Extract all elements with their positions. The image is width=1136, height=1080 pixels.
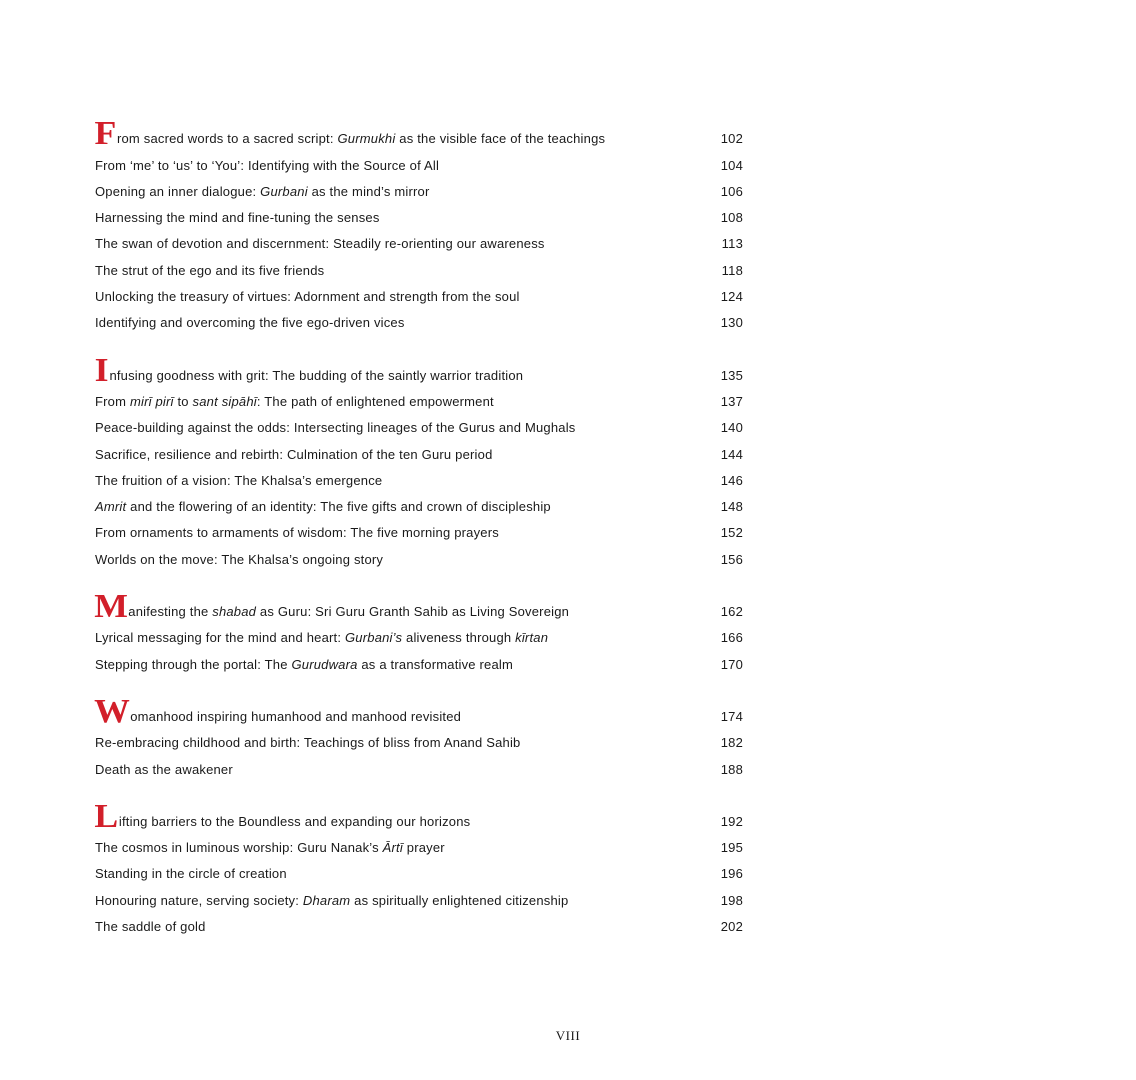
page-ref: 144 [720, 446, 743, 462]
table-of-contents [94, 115, 745, 960]
drop-cap-letter: M [94, 588, 129, 626]
page-ref: 118 [721, 262, 743, 278]
toc-entry-title [95, 184, 430, 199]
title-text: The fruition of a vision: The Khalsa’s emergence [95, 472, 383, 488]
page-ref: 196 [720, 866, 743, 882]
title-text: Sacrifice, resilience and rebirth: Culmination of the ten Guru period [95, 446, 493, 462]
toc-entry-title [95, 394, 494, 409]
toc-entry-title [94, 588, 570, 626]
toc-entry [95, 540, 745, 566]
italic-term: shabad [212, 604, 257, 620]
title-text: ifting barriers to the Boundless and expanding our horizons [118, 813, 471, 829]
toc-entry [95, 146, 745, 172]
title-text: The saddle of gold [95, 919, 206, 935]
title-text: Peace-building against the odds: Intersecting lineages of the Gurus and Mughals [95, 420, 576, 436]
page-ref: 148 [720, 499, 743, 515]
toc-section [94, 588, 745, 672]
toc-entry-title [95, 866, 287, 881]
title-text: rom sacred words to a sacred script: [116, 131, 338, 147]
toc-entry-title [95, 420, 576, 435]
title-text: Lyrical messaging for the mind and heart: [95, 630, 345, 646]
toc-section [94, 351, 745, 567]
title-text: to [173, 393, 193, 409]
toc-entry [94, 692, 745, 730]
title-text: aliveness through [402, 630, 516, 646]
title-text: Identifying and overcoming the five ego-driven vices [95, 315, 405, 331]
title-text: Harnessing the mind and fine-tuning the senses [95, 210, 380, 226]
toc-entry-title [95, 289, 520, 304]
toc-entry [95, 645, 745, 671]
page-ref: 188 [720, 761, 743, 777]
toc-section [94, 692, 745, 777]
page-ref: 124 [720, 289, 743, 305]
toc-entry [95, 409, 745, 435]
toc-entry-title [95, 840, 445, 855]
toc-entry-title [95, 657, 513, 672]
page-ref: 182 [720, 735, 743, 751]
toc-entry [95, 462, 745, 488]
toc-entry-title [95, 630, 548, 645]
page-ref: 113 [721, 236, 743, 252]
page-ref: 170 [720, 656, 743, 672]
toc-entry [95, 383, 745, 409]
italic-term: Gurbani’s [345, 630, 403, 646]
toc-entry [95, 619, 745, 645]
title-text: From ornaments to armaments of wisdom: The five morning prayers [95, 525, 499, 541]
toc-entry-title [95, 919, 206, 934]
title-text: Standing in the circle of creation [95, 866, 287, 882]
toc-entry-title [95, 236, 545, 251]
page-ref: 202 [720, 919, 743, 935]
page-ref: 162 [720, 604, 743, 620]
toc-entry [95, 514, 745, 540]
title-text: anifesting the [128, 604, 213, 620]
page-ref: 104 [720, 157, 743, 173]
toc-entry [95, 199, 745, 225]
toc-section [94, 797, 745, 935]
toc-entry-title [95, 499, 551, 514]
italic-term: Ārtī [382, 840, 403, 856]
title-text: Stepping through the portal: The [95, 656, 292, 672]
toc-entry-title [95, 210, 380, 225]
toc-entry-title [95, 447, 493, 462]
toc-entry-title [95, 158, 439, 173]
title-text: The cosmos in luminous worship: Guru Nanak’s [95, 840, 383, 856]
italic-term: Gurmukhi [337, 131, 396, 147]
toc-entry-title [95, 762, 233, 777]
title-text: nfusing goodness with grit: The budding of the saintly warrior tradition [109, 367, 524, 383]
italic-term: mirī pirī [129, 393, 174, 409]
page-ref: 198 [720, 892, 743, 908]
title-text: Opening an inner dialogue: [95, 183, 261, 199]
toc-entry [95, 488, 745, 514]
toc-entry-title [94, 692, 462, 730]
page-ref: 108 [720, 210, 743, 226]
title-text: The swan of devotion and discernment: Steadily re-orienting our awareness [95, 236, 545, 252]
toc-entry [95, 724, 745, 750]
toc-entry [95, 750, 745, 776]
toc-entry [95, 435, 745, 461]
toc-entry [95, 304, 745, 330]
title-text: as Guru: Sri Guru Granth Sahib as Living Sovereign [256, 604, 570, 620]
page-ref: 135 [720, 367, 743, 383]
toc-entry [95, 855, 745, 881]
title-text: The strut of the ego and its five friends [95, 262, 325, 278]
title-text: omanhood inspiring humanhood and manhood revisited [130, 708, 462, 724]
drop-cap-letter: F [94, 115, 117, 153]
italic-term: Gurudwara [291, 656, 358, 672]
title-text: as spiritually enlightened citizenship [350, 892, 569, 908]
title-text: From [95, 393, 130, 409]
toc-entry [95, 908, 745, 934]
drop-cap-letter: L [94, 797, 119, 835]
toc-entry-title [95, 263, 324, 278]
page-ref: 166 [720, 630, 743, 646]
page-ref: 195 [720, 840, 743, 856]
toc-entry-title [95, 552, 383, 567]
toc-entry-title [94, 797, 471, 835]
toc-entry-title [95, 735, 520, 750]
toc-entry-title [95, 473, 382, 488]
toc-entry [95, 225, 745, 251]
title-text: as a transformative realm [357, 656, 514, 672]
title-text: and the flowering of an identity: The five gifts and crown of discipleship [126, 499, 551, 515]
page-ref: 102 [720, 131, 743, 147]
page-ref: 106 [720, 183, 743, 199]
page-ref: 140 [720, 420, 743, 436]
page-ref: 130 [720, 315, 743, 331]
toc-entry-title [95, 893, 568, 908]
toc-entry-title [94, 351, 524, 389]
title-text: Death as the awakener [95, 761, 233, 777]
title-text: prayer [402, 840, 445, 856]
title-text: Worlds on the move: The Khalsa’s ongoing story [95, 551, 384, 567]
title-text: Honouring nature, serving society: [95, 892, 303, 908]
page-ref: 174 [720, 708, 743, 724]
italic-term: kīrtan [515, 630, 549, 646]
toc-entry-title [95, 525, 499, 540]
title-text: as the visible face of the teachings [395, 131, 606, 147]
page-ref: 156 [720, 551, 743, 567]
toc-entry [95, 278, 745, 304]
toc-entry [94, 351, 745, 389]
italic-term: Dharam [302, 892, 351, 908]
title-text: as the mind’s mirror [307, 183, 430, 199]
title-text: From ‘me’ to ‘us’ to ‘You’: Identifying with the Source of All [95, 157, 440, 173]
title-text: Unlocking the treasury of virtues: Adornment and strength from the soul [95, 289, 520, 305]
toc-entry-title [94, 115, 606, 153]
italic-term: Amrit [95, 499, 127, 515]
toc-entry [95, 881, 745, 907]
drop-cap-letter: I [94, 351, 109, 389]
toc-entry [95, 173, 745, 199]
page-ref: 152 [720, 525, 743, 541]
page-number: VIII [555, 1028, 581, 1043]
toc-entry [95, 251, 745, 277]
toc-entry [94, 115, 745, 153]
drop-cap-letter: W [94, 692, 131, 730]
italic-term: Gurbani [260, 183, 308, 199]
toc-entry [94, 797, 745, 835]
page-ref: 192 [720, 813, 743, 829]
title-text: : The path of enlightened empowerment [256, 393, 494, 409]
toc-entry [95, 829, 745, 855]
toc-section [94, 115, 745, 331]
toc-entry [94, 588, 745, 626]
toc-entry-title [95, 315, 405, 330]
page-ref: 137 [720, 393, 743, 409]
italic-term: sant sipāhī [192, 393, 257, 409]
title-text: Re-embracing childhood and birth: Teachings of bliss from Anand Sahib [95, 735, 521, 751]
page-ref: 146 [720, 472, 743, 488]
